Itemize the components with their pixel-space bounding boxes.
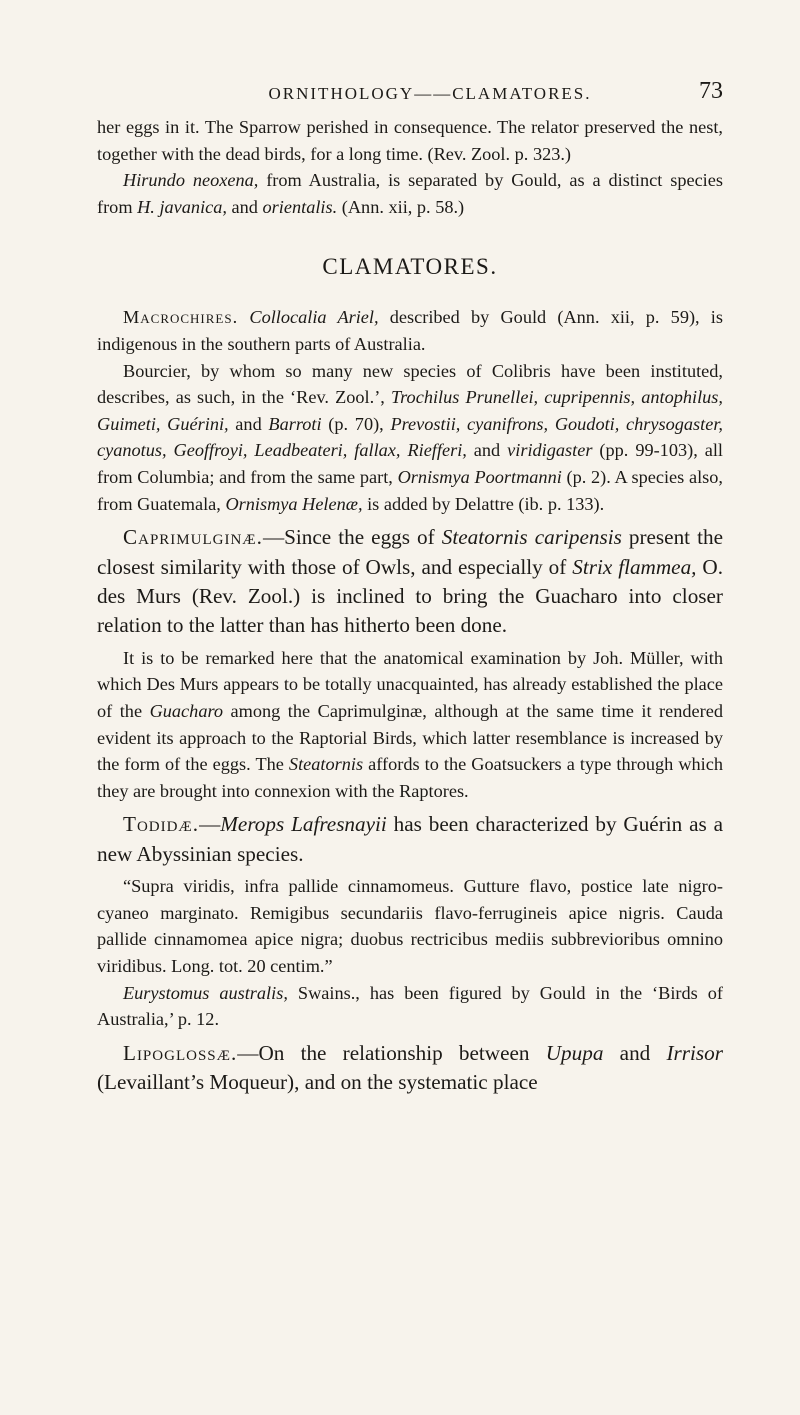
- running-head-title: ORNITHOLOGY——CLAMATORES.: [268, 84, 592, 103]
- family-heading: Caprimulginæ.: [123, 525, 263, 550]
- text-run: —On the relationship between: [237, 1040, 546, 1065]
- text-run: (p. 2). A species also, from Guatemala,: [97, 466, 723, 514]
- text-run: (Levaillant’s Moqueur), and on the systematic place: [97, 1070, 538, 1095]
- text-run: and: [228, 413, 269, 434]
- species-name: Hirundo neoxena,: [123, 170, 259, 191]
- paragraph-muller: [97, 645, 723, 805]
- species-name: Strix flammea,: [572, 554, 697, 579]
- text-run: is added by Delattre (ib. p. 133).: [362, 493, 605, 514]
- text-run: [238, 307, 249, 327]
- species-name: orientalis.: [262, 196, 338, 217]
- paragraph-latin-description: [97, 873, 723, 979]
- text-run: (p. 70),: [321, 413, 391, 434]
- species-name: Steatornis caripensis: [441, 525, 622, 550]
- paragraph-todidae: [97, 810, 723, 869]
- species-name: Collocalia Ariel,: [249, 307, 379, 328]
- text-run: among the Caprimulginæ, although at the same time it rendered evident its approach to the Raptorial Birds, which latter resemblance is increased by the form of the eggs. The: [97, 700, 723, 775]
- text-run: —: [199, 812, 221, 837]
- paragraph-bourcier: [97, 358, 723, 518]
- text-run: present the closest similarity with those of Owls, and especially of: [97, 525, 723, 579]
- species-name: Eurystomus australis,: [123, 982, 288, 1003]
- paragraph-caprimulginae: [97, 523, 723, 641]
- text-run: —Since the eggs of: [262, 525, 442, 550]
- section-heading: CLAMATORES.: [322, 254, 498, 280]
- text-run: O. des Murs (Rev. Zool.) is inclined to bring the Guacharo into closer relation to the latter than has hitherto been done.: [97, 554, 723, 638]
- genus-name: Steatornis: [288, 754, 364, 775]
- species-name: Ornismya Poortmanni: [397, 466, 562, 487]
- book-page: [97, 78, 724, 1098]
- text-run: from Australia, is separated by Gould, as a distinct species from: [97, 170, 723, 217]
- paragraph-macrochires: [97, 304, 723, 357]
- text-run: and: [603, 1040, 667, 1065]
- species-name: Ornismya Helenæ,: [225, 493, 363, 514]
- text-run: her eggs in it. The Sparrow perished in consequence. The relator preserved the nest, together with the dead birds, for a long time. (Rev. Zool. p. 323.): [97, 117, 723, 164]
- species-name: Trochilus Prunellei, cupripennis, antophilus, Guimeti, Guérini,: [97, 387, 723, 434]
- text-run: (pp. 99-103), all from Columbia; and from the same part,: [97, 440, 723, 487]
- genus-name: Irrisor: [666, 1040, 724, 1065]
- text-run: described by Gould (Ann. xii, p. 59), is indigenous in the southern parts of Australia.: [97, 307, 723, 354]
- species-name: Barroti: [268, 413, 322, 434]
- running-head: [97, 78, 723, 114]
- species-name: Prevostii, cyanifrons, Goudoti, chrysogaster, cyanotus, Geoffroyi, Leadbeateri, fallax, Riefferi,: [97, 413, 723, 461]
- genus-name: Upupa: [545, 1040, 604, 1065]
- text-run: and: [226, 196, 263, 217]
- species-name: Merops Lafresnayii: [220, 812, 387, 837]
- family-heading: Macrochires.: [123, 307, 239, 328]
- genus-name: Guacharo: [149, 700, 224, 721]
- paragraph-sparrow: [97, 114, 723, 167]
- text-run: It is to be remarked here that the anatomical examination by Joh. Müller, with which Des Murs appears to be totally unacquainted, has already established the place of the: [97, 647, 723, 721]
- paragraph-eurystomus: [97, 980, 723, 1033]
- family-heading: Lipoglossæ.: [123, 1040, 238, 1065]
- species-name: viridigaster: [507, 440, 593, 461]
- text-run: and: [466, 440, 508, 461]
- text-run: (Ann. xii, p. 58.): [337, 196, 465, 217]
- paragraph-hirundo: [97, 167, 723, 220]
- page-number: 73: [699, 78, 723, 104]
- text-run: Bourcier, by whom so many new species of Colibris have been instituted, describes, as such, in the ‘Rev. Zool.’,: [97, 360, 723, 408]
- text-run: Swains., has been figured by Gould in the ‘Birds of Australia,’ p. 12.: [97, 982, 723, 1030]
- family-heading: Todidæ.: [123, 812, 200, 837]
- text-run: has been characterized by Guérin as a new Abyssinian species.: [97, 812, 724, 866]
- text-run: affords to the Goatsuckers a type through which they are brought into connexion with the Raptores.: [97, 754, 723, 801]
- text-run: “Supra viridis, infra pallide cinnamomeus. Gutture flavo, postice late nigro-cyaneo marginato. Remigibus secundariis flavo-ferrugineis apice nigris. Cauda pallide cinnamomea apice nigra; duobus rectricibus mediis subbrevioribus omnino viridibus. Long. tot. 20 centim.”: [97, 876, 723, 976]
- paragraph-lipoglossae: [97, 1039, 723, 1098]
- species-name: H. javanica,: [137, 196, 227, 217]
